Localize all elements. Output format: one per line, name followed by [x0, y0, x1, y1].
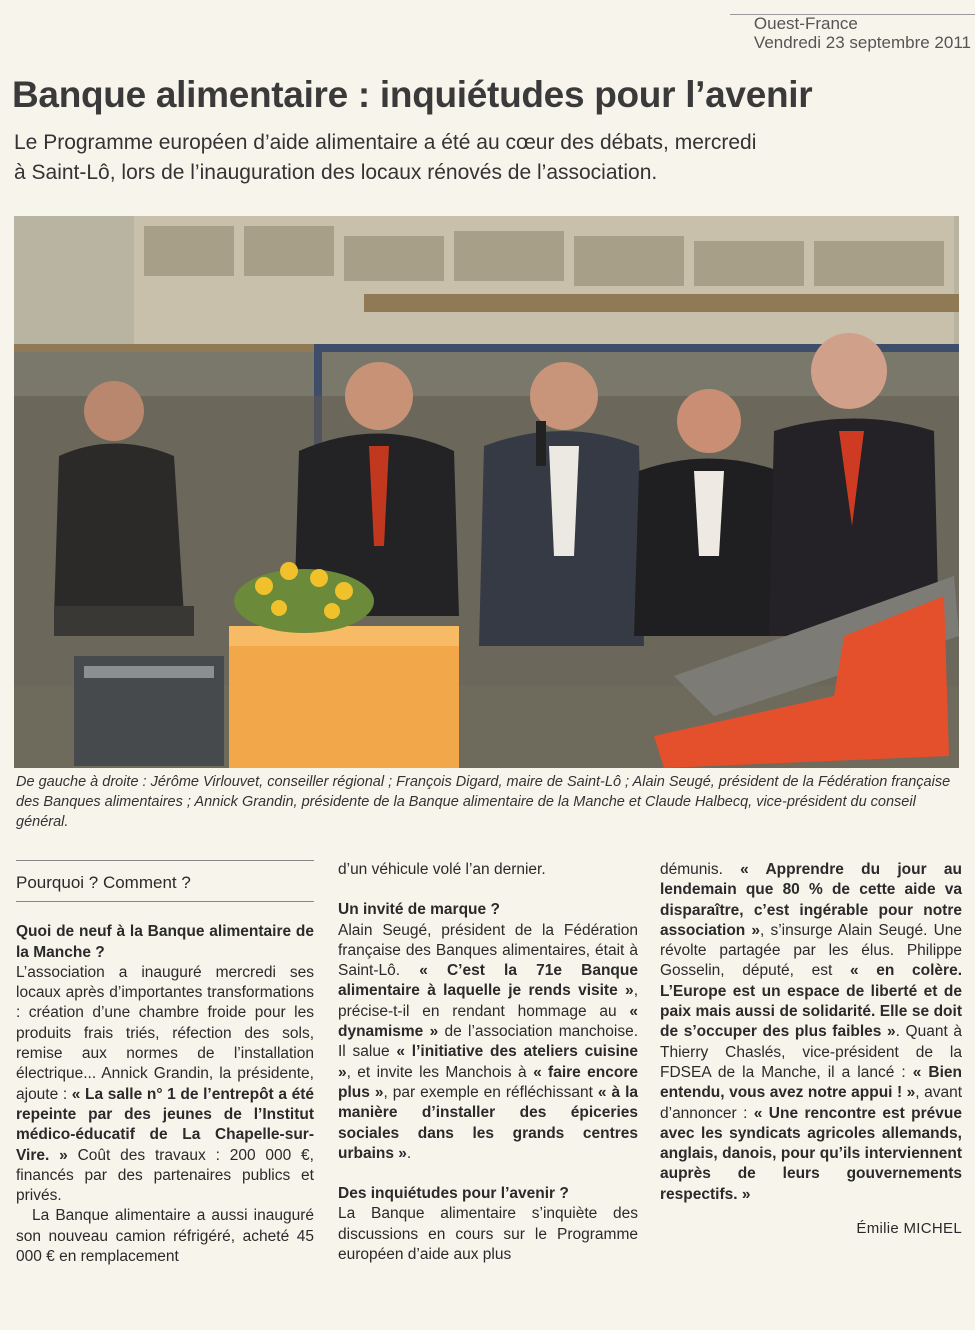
paragraph-1: [16, 963, 314, 1207]
p5-quote-4: « Une rencontre est prévue avec les syndicats agricoles allemands, anglais, danois, pour qu’ils interviennent auprès de leurs gouvernements respectifs. »: [660, 1104, 962, 1203]
paragraph-continued: d’un véhicule volé l’an dernier.: [338, 861, 546, 878]
p3-c: , précise-t-il en rendant hommage au: [338, 982, 638, 1020]
p5-e: . Quant à Thierry Chaslés, vice-président de la FDSEA de la Manche, il a lancé :: [660, 1023, 963, 1081]
column-1: [16, 860, 314, 1267]
article-photo: [14, 216, 959, 768]
paragraph-3: [338, 921, 638, 1165]
byline: Émilie MICHEL: [856, 1220, 962, 1238]
p5-c: , s’insurge Alain Seugé. Une révolte partagée par les élus. Philippe Gosselin, député, est: [660, 921, 963, 980]
lede-line-1: Le Programme européen d’aide alimentaire a été au cœur des débats, mercredi: [14, 131, 757, 154]
p3-quote-2: « dynamisme »: [338, 1002, 638, 1041]
p3-i: , par exemple en réfléchissant: [383, 1083, 598, 1101]
paragraph-4: La Banque alimentaire s’inquiète des discussions en cours sur le Programme européen d’aide aux plus: [338, 1205, 638, 1264]
paragraph-1-text: L’association a inauguré mercredi ses locaux après d’importantes transformations : création d’une chambre froide pour les produits frais triés, réfection des sols, remise aux normes de l’installation électrique... Annick Grandin, la présidente, ajoute :: [16, 963, 314, 1103]
column-3: [660, 860, 962, 1239]
question-1: Quoi de neuf à la Banque alimentaire de la Manche ?: [16, 923, 314, 961]
photo-caption: De gauche à droite : Jérôme Virlouvet, conseiller régional ; François Digard, maire de Saint-Lô ; Alain Seugé, président de la Fédération française des Banques alimentaires ; Annick Grandin, présidente de la Banque alimentaire de la Manche et Claude Halbecq, vice-président du conseil général.: [16, 774, 951, 830]
lede: [14, 128, 964, 188]
p3-quote-1: « C’est la 71e Banque alimentaire à laquelle je rends visite »: [338, 962, 638, 1000]
publication-date: Vendredi 23 septembre 2011: [753, 33, 971, 52]
paragraph-2: La Banque alimentaire a aussi inauguré son nouveau camion réfrigéré, acheté 45 000 € en remplacement: [16, 1207, 314, 1266]
masthead: [754, 14, 971, 52]
newspaper-name: Ouest-France: [753, 14, 858, 33]
p3-quote-3: « l’initiative des ateliers cuisine »: [338, 1043, 639, 1081]
column-2: [338, 860, 638, 1265]
p3-quote-5: « à la manière d’installer des épiceries sociales dans les grands centres urbains »: [338, 1083, 639, 1162]
p5-g: , avant d’annoncer :: [660, 1084, 962, 1122]
p3-a: Alain Seugé, président de la Fédération française des Banques alimentaires, était à Saint-Lô.: [338, 921, 638, 980]
p3-g: , et invite les Manchois à: [346, 1063, 534, 1081]
p5-quote-2: « en colère. L’Europe est un espace de liberté et de paix mais aussi de solidarité. Elle se doit de s’occuper des plus faibles »: [660, 962, 963, 1041]
p3-e: de l’association manchoise. Il salue: [338, 1023, 639, 1061]
p5-quote-1: « Apprendre du jour au lendemain que 80 % de cette aide va disparaître, c’est ingérable pour notre association »: [660, 861, 962, 939]
box-title: Pourquoi ? Comment ?: [16, 860, 314, 902]
photo-illustration: [14, 216, 959, 768]
paragraph-5: [660, 860, 962, 1205]
p3-quote-4: « faire encore plus »: [338, 1063, 638, 1101]
quote-1: « La salle n° 1 de l’entrepôt a été repeinte par des jeunes de l’Institut médico-éducatif de La Chapelle-sur-Vire. »: [16, 1085, 314, 1164]
paragraph-1-cost: Coût des travaux : 200 000 €, financés par des partenaires publics et privés.: [16, 1146, 314, 1205]
p5-a: démunis.: [660, 861, 741, 878]
p5-quote-3: « Bien entendu, vous avez notre appui ! »: [660, 1063, 962, 1102]
question-2: Un invité de marque ?: [338, 901, 500, 919]
p3-k: .: [406, 1144, 412, 1162]
lede-line-2: à Saint-Lô, lors de l’inauguration des locaux rénovés de l’association.: [14, 161, 658, 184]
question-3: Des inquiétudes pour l’avenir ?: [338, 1185, 569, 1203]
headline: Banque alimentaire : inquiétudes pour l’avenir: [12, 74, 813, 115]
